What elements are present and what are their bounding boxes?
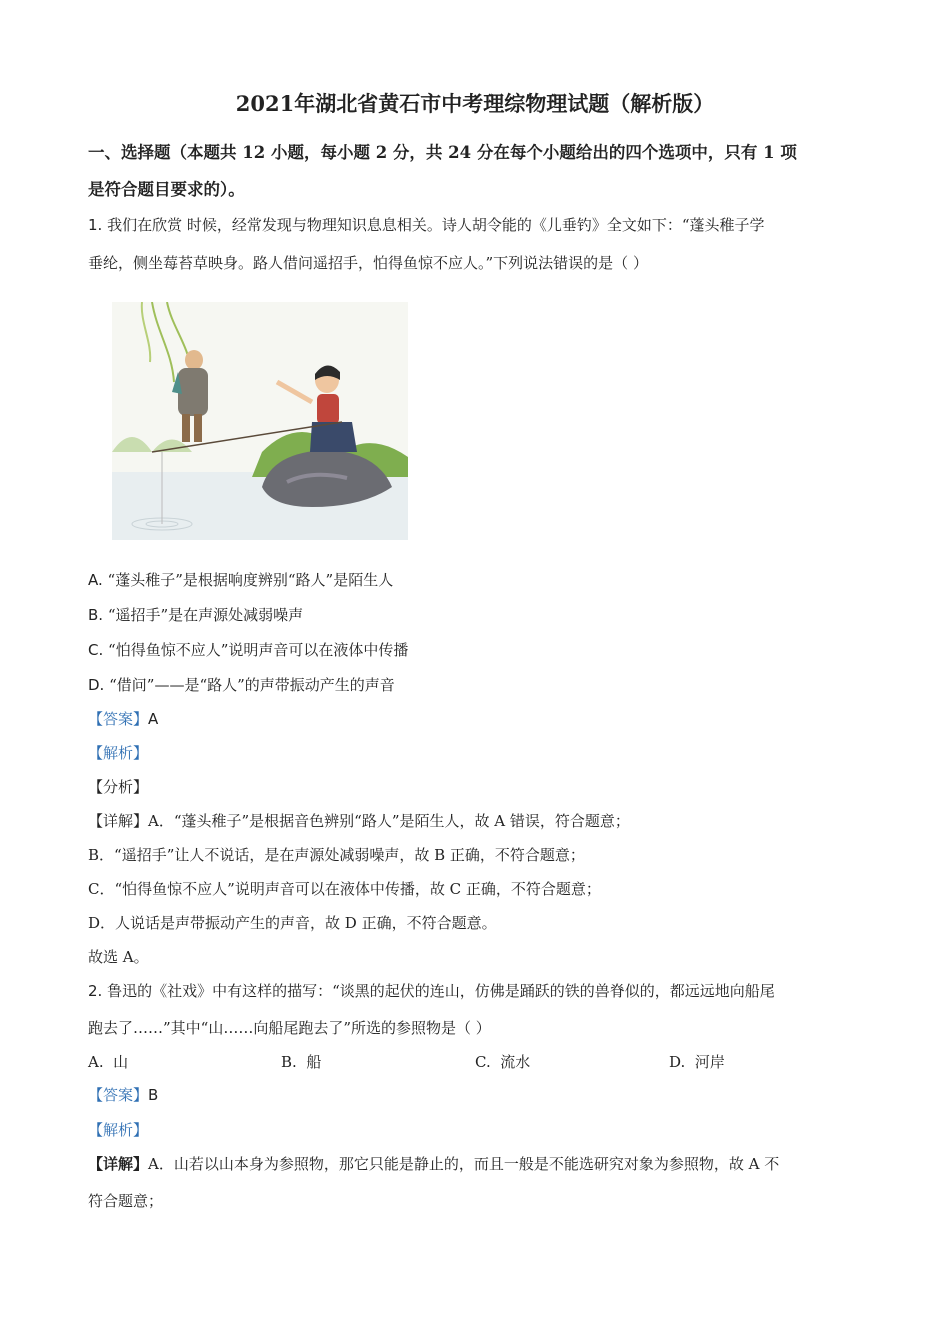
q1-option-a-text: “蓬头稚子”是根据响度辨别“路人”是陌生人 <box>107 571 394 589</box>
q1-option-d-text: “借问”——是“路人”的声带振动产生的声音 <box>109 676 395 694</box>
q2-detail-line1 <box>88 1154 779 1174</box>
q1-detail-line2: B．“遥招手”让人不说话，是在声源处减弱噪声，故 B 正确，不符合题意； <box>88 846 585 864</box>
q1-option-c-text: “怕得鱼惊不应人”说明声音可以在液体中传播 <box>108 641 409 659</box>
q2-detail-line2: 符合题意； <box>88 1192 164 1210</box>
q2-option-b <box>281 1052 321 1072</box>
q1-answer <box>88 709 158 729</box>
q1-option-b-text: “遥招手”是在声源处减弱噪声 <box>107 606 304 624</box>
q2-answer-value: B <box>148 1086 159 1104</box>
q1-stem-line1 <box>88 215 765 235</box>
q2-option-a-letter: A. <box>88 1053 104 1071</box>
q1-option-a-letter: A. <box>88 571 103 589</box>
q2-option-d-letter: D. <box>669 1053 686 1071</box>
q1-detail-label: 【详解】 <box>88 812 149 830</box>
q1-option-c <box>88 640 408 660</box>
page-title: 2021年湖北省黄石市中考理综物理试题（解析版） <box>235 91 715 116</box>
q2-stem-line1 <box>88 981 775 1001</box>
fishing-child-illustration <box>112 302 408 540</box>
q1-fenxi-label: 【分析】 <box>88 778 149 796</box>
q2-detail-label: 【详解】 <box>88 1155 149 1173</box>
illustration-svg <box>112 302 408 540</box>
q2-answer-label: 【答案】 <box>88 1086 149 1104</box>
q2-option-a-text: 山 <box>113 1053 129 1071</box>
q2-option-b-letter: B. <box>281 1053 297 1071</box>
q2-option-c-text: 流水 <box>500 1053 531 1071</box>
q1-stem-text1: 我们在欣赏 时候，经常发现与物理知识息息相关。诗人胡令能的《儿垂钓》全文如下：“蓬头稚子学 <box>107 216 765 234</box>
q2-number: 2. <box>88 982 103 1000</box>
q2-option-a <box>88 1052 128 1072</box>
q1-detail-line3: C．“怕得鱼惊不应人”说明声音可以在液体中传播，故 C 正确，不符合题意； <box>88 880 601 898</box>
q2-option-d-text: 河岸 <box>694 1053 725 1071</box>
q2-stem-text1: 鲁迅的《社戏》中有这样的描写：“谈黑的起伏的连山，仿佛是踊跃的铁的兽脊似的，都远远地向船尾 <box>107 982 775 1000</box>
q1-conclusion: 故选 A。 <box>88 948 149 966</box>
q2-detail-text1: A．山若以山本身为参照物，那它只能是静止的，而且一般是不能选研究对象为参照物，故 A 不 <box>148 1155 780 1173</box>
q1-detail-line4: D．人说话是声带振动产生的声音，故 D 正确，不符合题意。 <box>88 914 497 932</box>
q1-detail-line1 <box>88 811 630 831</box>
q1-stem-line2: 垂纶，侧坐莓苔草映身。路人借问遥招手，怕得鱼惊不应人。”下列说法错误的是（ ） <box>88 254 648 272</box>
section-heading-line1: 一、选择题（本题共 12 小题，每小题 2 分，共 24 分在每个小题给出的四个选项中，只有 1 项 <box>88 143 797 162</box>
q1-answer-label: 【答案】 <box>88 710 149 728</box>
q1-analysis-label: 【解析】 <box>88 744 149 762</box>
q1-answer-value: A <box>148 710 159 728</box>
q2-analysis-label: 【解析】 <box>88 1121 149 1139</box>
q2-option-d <box>669 1052 725 1072</box>
q1-number: 1. <box>88 216 103 234</box>
q2-answer <box>88 1085 158 1105</box>
q1-option-b <box>88 605 303 625</box>
q2-option-c <box>475 1052 530 1072</box>
q2-option-c-letter: C. <box>475 1053 491 1071</box>
q1-option-d-letter: D. <box>88 676 105 694</box>
q1-option-b-letter: B. <box>88 606 104 624</box>
q1-option-d <box>88 675 395 695</box>
section-heading-line2: 是符合题目要求的）。 <box>88 180 245 199</box>
q1-option-c-letter: C. <box>88 641 104 659</box>
q2-stem-line2: 跑去了……”其中“山……向船尾跑去了”所选的参照物是（ ） <box>88 1019 491 1037</box>
q1-detail-text1: A．“蓬头稚子”是根据音色辨别“路人”是陌生人，故 A 错误，符合题意； <box>148 812 630 830</box>
q2-option-b-text: 船 <box>306 1053 322 1071</box>
q1-option-a <box>88 570 393 590</box>
